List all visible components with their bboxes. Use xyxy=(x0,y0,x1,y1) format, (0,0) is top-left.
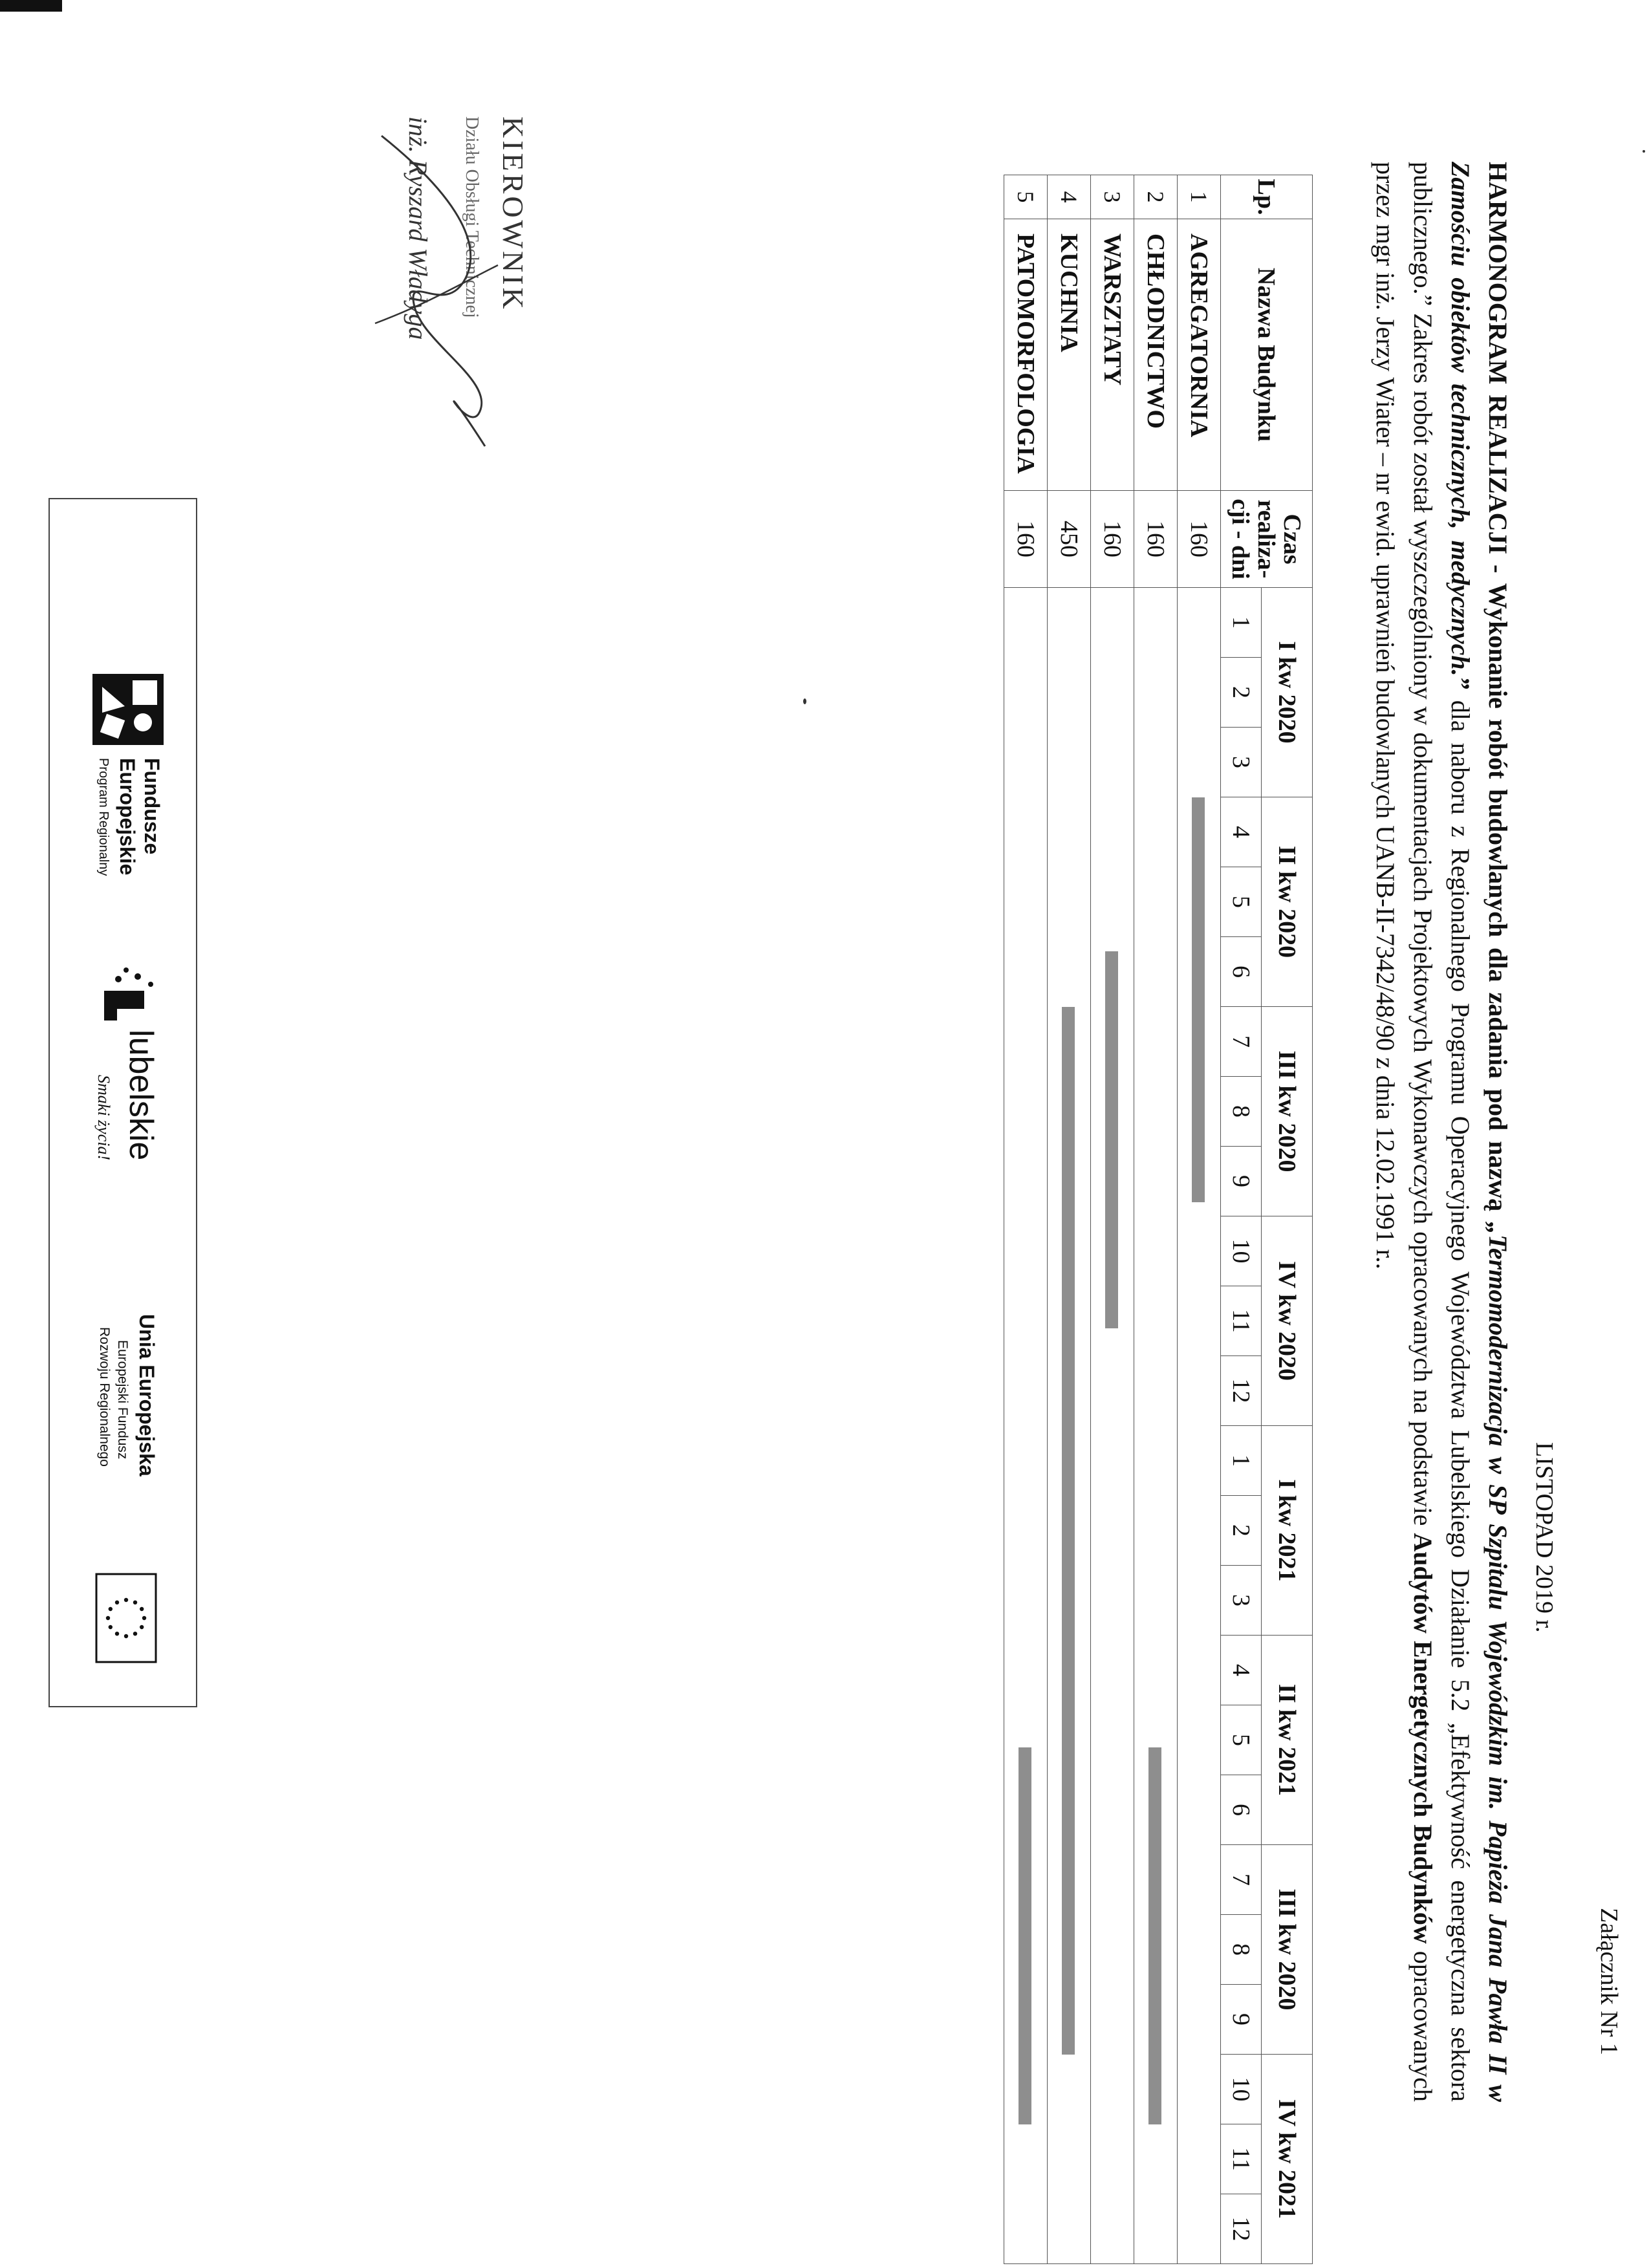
ue-line3: Rozwoju Regionalnego xyxy=(97,1327,112,1467)
eu-flag-icon xyxy=(95,1573,157,1663)
quarter-header: III kw 2020 xyxy=(1262,1007,1313,1216)
lubelskie-tagline: Smaki życia! xyxy=(94,1075,113,1161)
gantt-bar xyxy=(1062,1007,1075,2055)
fe-line3: Program Regionalny xyxy=(96,758,111,876)
table-row xyxy=(1004,175,1048,2264)
month-header: 8 xyxy=(1221,1077,1262,1147)
timeline-cell xyxy=(1091,588,1134,2264)
table-row xyxy=(1048,175,1091,2264)
quarter-header: IV kw 2020 xyxy=(1262,1216,1313,1426)
schedule-body xyxy=(1004,175,1221,2264)
row-number: 2 xyxy=(1134,175,1178,219)
row-number: 5 xyxy=(1004,175,1048,219)
building-name: PATOMORFOLOGIA xyxy=(1004,219,1048,491)
month-header: 10 xyxy=(1221,2055,1262,2124)
duration-days: 450 xyxy=(1048,491,1091,588)
ue-line1: Unia Europejska xyxy=(135,1314,158,1476)
month-header: 9 xyxy=(1221,1985,1262,2055)
lp-header: Lp. xyxy=(1221,175,1313,219)
eu-star-icon xyxy=(115,1632,119,1636)
month-header: 12 xyxy=(1221,1356,1262,1426)
month-header: 10 xyxy=(1221,1216,1262,1286)
quarter-header-row xyxy=(1262,175,1313,2264)
building-name: CHŁODNICTWO xyxy=(1134,219,1178,491)
month-header: 8 xyxy=(1221,1915,1262,1985)
month-header: 11 xyxy=(1221,1286,1262,1356)
eu-star-icon xyxy=(142,1616,146,1620)
eu-star-icon xyxy=(124,1598,128,1602)
name-header: Nazwa Budynku xyxy=(1221,219,1313,491)
building-name: AGREGATORNIA xyxy=(1178,219,1221,491)
eu-star-icon xyxy=(109,1607,113,1611)
gantt-bar xyxy=(1192,797,1205,1202)
signature-department: Działu Obsługi Technicznej xyxy=(462,116,482,318)
timeline-cell xyxy=(1178,588,1221,2264)
time-header: Czas realiza-cji - dni xyxy=(1221,491,1313,588)
handwritten-signature-icon xyxy=(356,110,524,472)
month-header: 7 xyxy=(1221,1007,1262,1077)
month-header: 2 xyxy=(1221,658,1262,728)
table-row xyxy=(1091,175,1134,2264)
eu-star-icon xyxy=(133,1601,137,1604)
month-header: 3 xyxy=(1221,728,1262,797)
lubelskie-name: lubelskie xyxy=(122,1030,160,1161)
timeline-cell xyxy=(1004,588,1048,2264)
title-text-1: dla naboru z Regionalnego Programu Operacyjnego Województwa Lubelskiego Działanie 5.2 „Efektywność energetyczna sektora publicznego.” Zakres robót został wyszczególniony w dokumentacjach Projektowych Wykonawczych opracowanych na podstawie xyxy=(1408,162,1475,2102)
eu-star-icon xyxy=(140,1625,144,1629)
fe-line1: Fundusze xyxy=(140,758,164,855)
month-header: 4 xyxy=(1221,797,1262,867)
month-header: 6 xyxy=(1221,937,1262,1007)
quarter-header: I kw 2021 xyxy=(1262,1426,1313,1636)
month-header: 1 xyxy=(1221,588,1262,658)
audit-name: Audytów Energetycznych Budynków xyxy=(1408,1533,1438,1944)
ue-line2: Europejski Fundusz xyxy=(115,1340,130,1460)
month-header: 11 xyxy=(1221,2124,1262,2194)
month-header: 7 xyxy=(1221,1845,1262,1915)
duration-days: 160 xyxy=(1004,491,1048,588)
title-lead: HARMONOGRAM REALIZACJI - Wykonanie robót budowlanych dla zadania pod nazwą xyxy=(1483,162,1513,1212)
title-paragraph xyxy=(1366,162,1516,2102)
row-number: 4 xyxy=(1048,175,1091,219)
eu-star-icon xyxy=(115,1601,119,1604)
eu-star-icon xyxy=(133,1632,137,1636)
quarter-header: II kw 2020 xyxy=(1262,797,1313,1007)
month-header: 9 xyxy=(1221,1147,1262,1216)
annex-label: Załącznik Nr 1 xyxy=(1595,1908,1622,2055)
row-number: 3 xyxy=(1091,175,1134,219)
building-name: WARSZTATY xyxy=(1091,219,1134,491)
duration-days: 160 xyxy=(1091,491,1134,588)
table-row xyxy=(1134,175,1178,2264)
month-header: 3 xyxy=(1221,1566,1262,1636)
title-text-2: opracowanych przez mgr inż. Jerzy Wiater – nr ewid. uprawnień budowlanych UANB-II-7342/48/90 z dnia 12.02.1991 r.. xyxy=(1371,162,1438,2102)
duration-days: 160 xyxy=(1178,491,1221,588)
month-header: 4 xyxy=(1221,1636,1262,1705)
month-header: 5 xyxy=(1221,867,1262,937)
month-header: 12 xyxy=(1221,2194,1262,2264)
table-row xyxy=(1178,175,1221,2264)
quarter-header: IV kw 2021 xyxy=(1262,2055,1313,2264)
signature-stamp xyxy=(336,97,550,563)
month-header: 6 xyxy=(1221,1775,1262,1845)
eu-star-icon xyxy=(140,1607,144,1611)
fe-line2: Europejskie xyxy=(116,758,139,876)
gantt-bar xyxy=(1018,1747,1031,2124)
eu-star-icon xyxy=(124,1634,128,1638)
quarter-header: I kw 2020 xyxy=(1262,588,1313,797)
row-number: 1 xyxy=(1178,175,1221,219)
gantt-bar xyxy=(1148,1747,1161,2124)
timeline-cell xyxy=(1048,588,1091,2264)
lubelskie-logo xyxy=(73,965,170,1237)
lubelskie-icon xyxy=(92,965,164,1023)
eu-funding-logo-bar xyxy=(48,498,197,1707)
quarter-header: III kw 2020 xyxy=(1262,1845,1313,2055)
unia-europejska-logo xyxy=(73,1314,170,1676)
month-header: 1 xyxy=(1221,1426,1262,1496)
signature-name: inż. Ryszard Władyga xyxy=(404,116,433,340)
timeline-cell xyxy=(1134,588,1178,2264)
fundusze-europejskie-logo xyxy=(73,674,170,920)
eu-star-icon xyxy=(109,1625,113,1629)
month-header: 5 xyxy=(1221,1705,1262,1775)
duration-days: 160 xyxy=(1134,491,1178,588)
quarter-header: II kw 2021 xyxy=(1262,1636,1313,1845)
gantt-bar xyxy=(1105,951,1118,1328)
fundusze-europejskie-icon xyxy=(92,674,164,745)
eu-star-icon xyxy=(106,1616,110,1620)
schedule-table xyxy=(1004,175,1313,2264)
document-date: LISTOPAD 2019 r. xyxy=(1531,1442,1558,1633)
project-name: „Termomodernizacja w SP Szpitalu Wojewódzkim im. Papieża Jana Pawła II w Zamościu obiektów technicznych, medycznych.” xyxy=(1446,162,1513,2102)
building-name: KUCHNIA xyxy=(1048,219,1091,491)
month-header: 2 xyxy=(1221,1496,1262,1566)
signature-title: KIEROWNIK xyxy=(497,116,530,312)
